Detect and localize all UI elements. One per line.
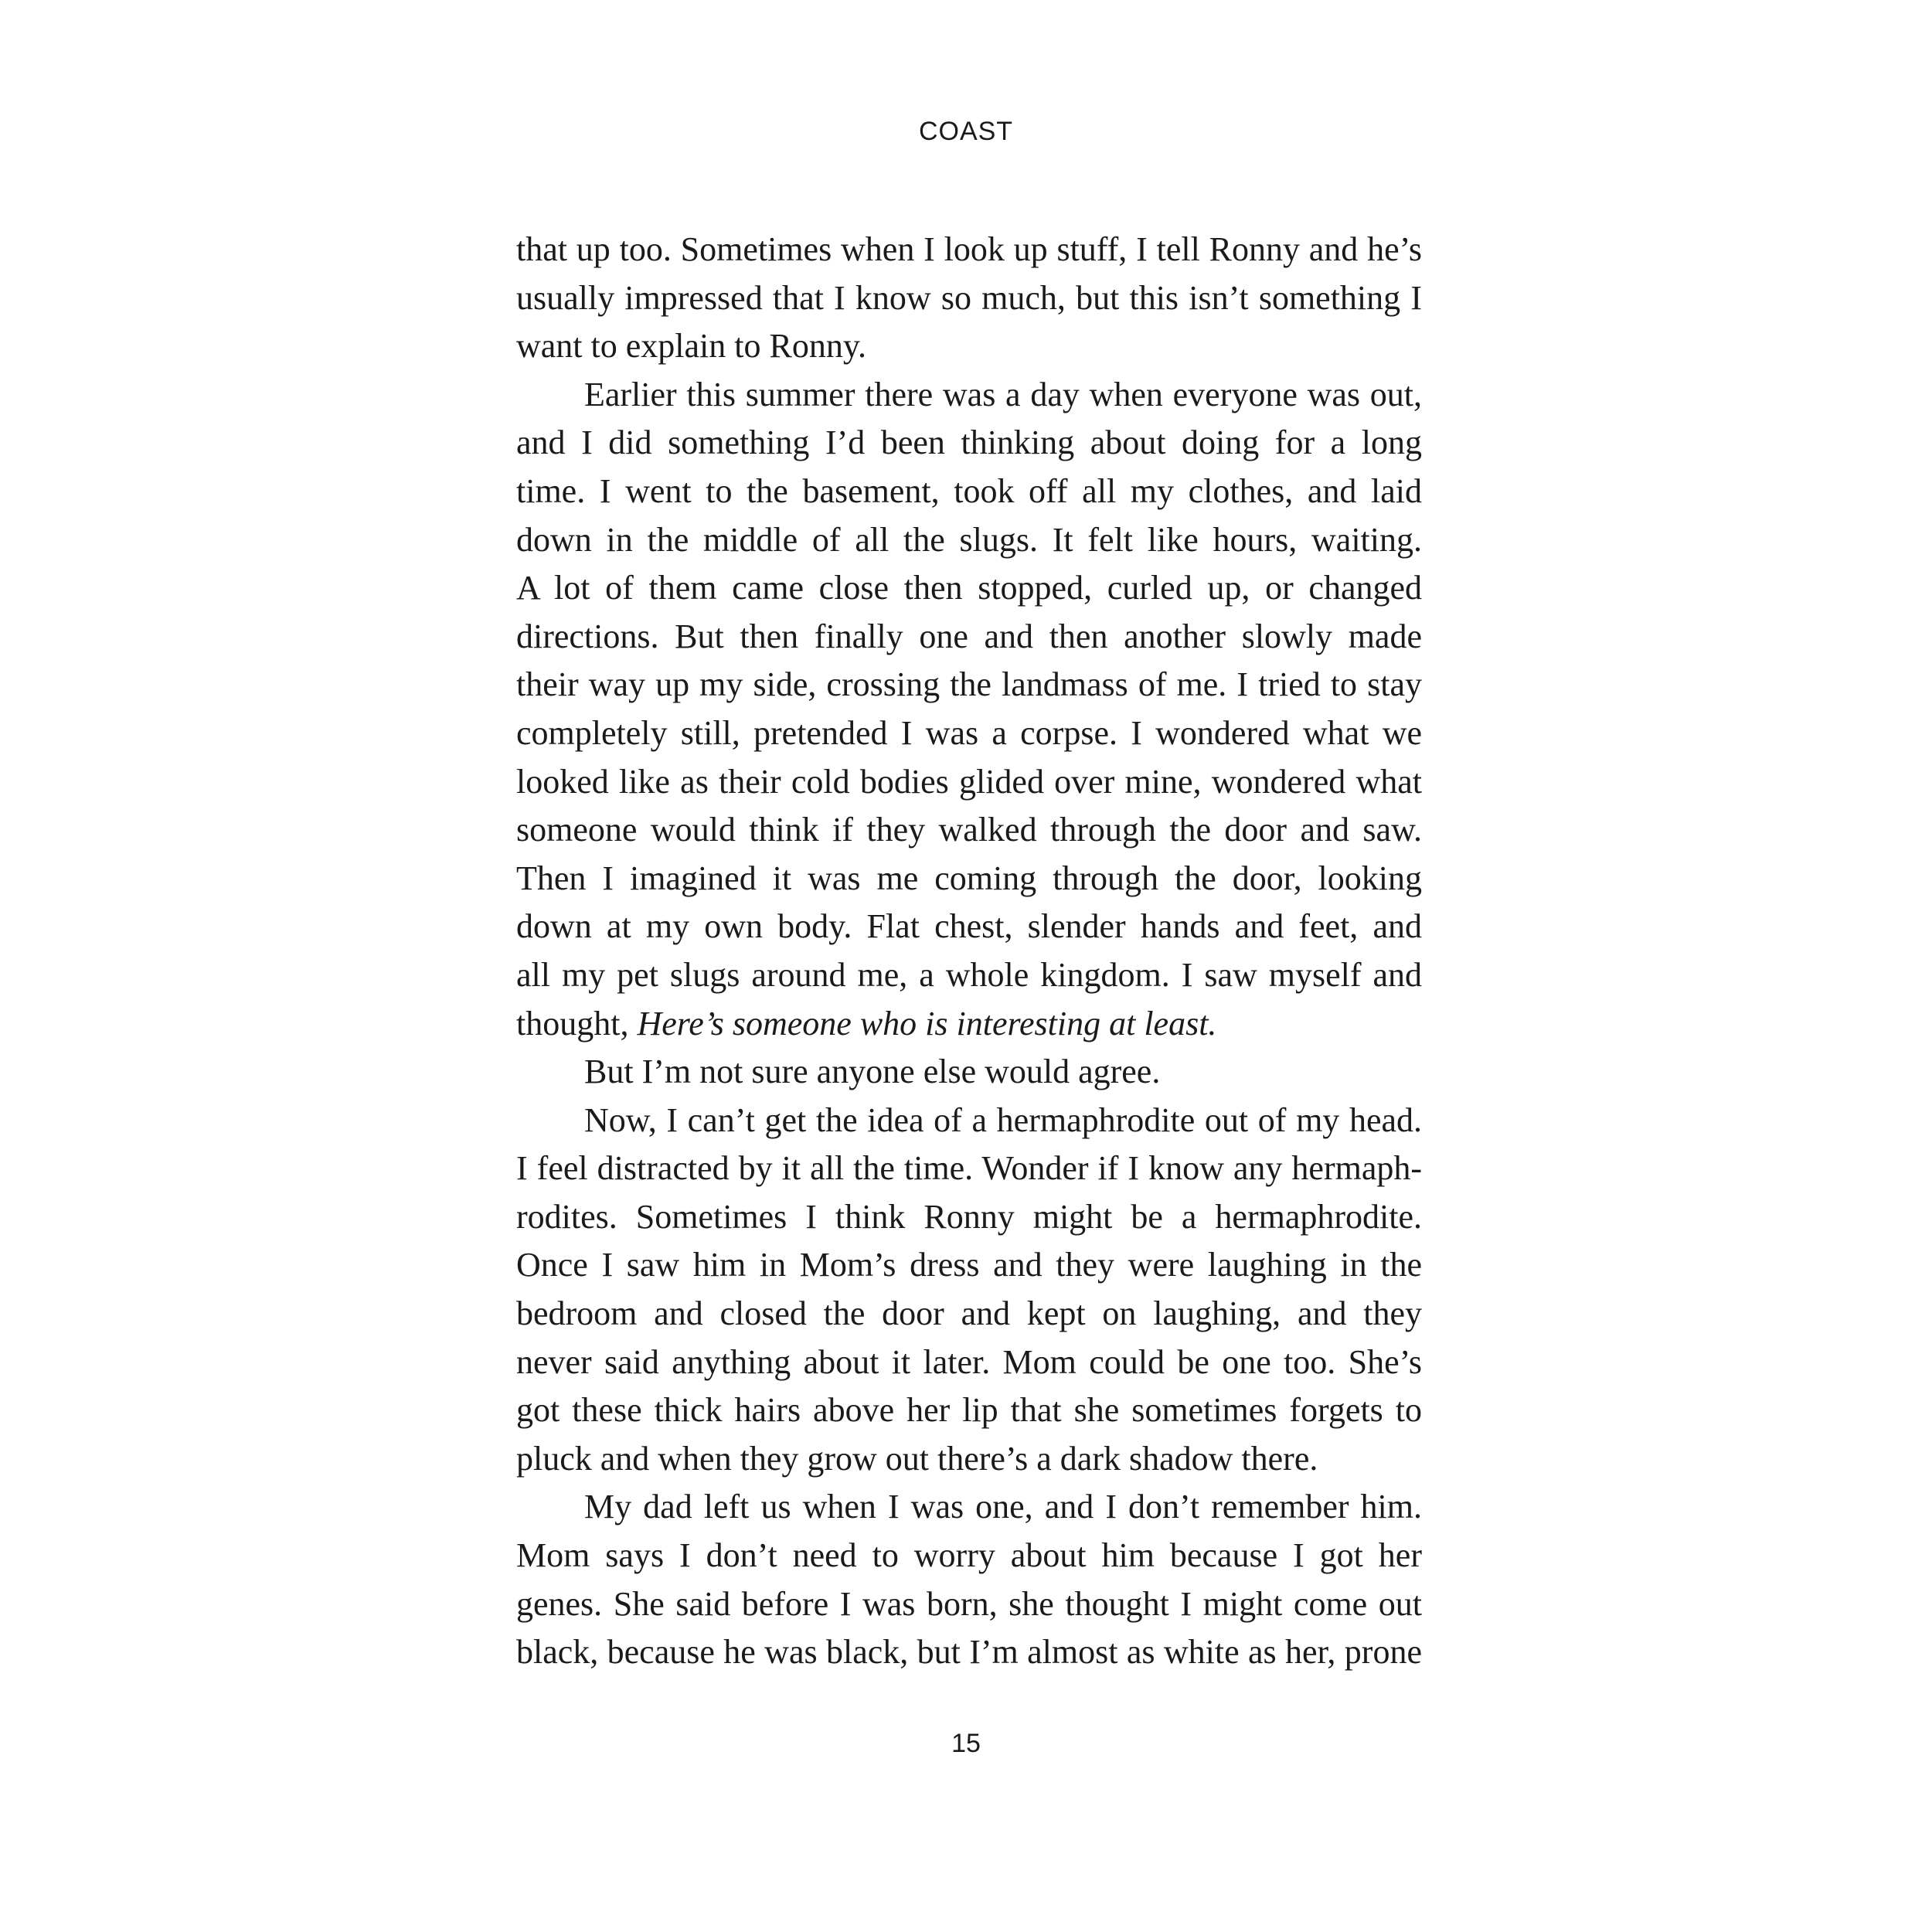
text-line: Then I imagined it was me coming through the door, looking bbox=[516, 859, 1422, 897]
text-line-roman: thought, bbox=[516, 1004, 638, 1043]
text-line: never said anything about it later. Mom could be one too. She’s bbox=[516, 1342, 1422, 1381]
text-line: and I did something I’d been thinking about doing for a long bbox=[516, 423, 1422, 462]
page-number: 15 bbox=[951, 1729, 981, 1758]
text-line: down in the middle of all the slugs. It felt like hours, waiting. bbox=[516, 520, 1422, 559]
text-line: Earlier this summer there was a day when everyone was out, bbox=[584, 375, 1422, 413]
text-line: black, because he was black, but I’m almost as white as her, prone bbox=[516, 1633, 1422, 1672]
text-line: someone would think if they walked through the door and saw. bbox=[516, 811, 1422, 849]
text-line: looked like as their cold bodies glided over mine, wondered what bbox=[516, 762, 1422, 801]
text-line: Now, I can’t get the idea of a hermaphrodite out of my head. bbox=[584, 1100, 1422, 1139]
text-line: Once I saw him in Mom’s dress and they were laughing in the bbox=[516, 1246, 1422, 1284]
text-line: But I’m not sure anyone else would agree. bbox=[584, 1053, 1161, 1091]
text-line: bedroom and closed the door and kept on laughing, and they bbox=[516, 1294, 1422, 1333]
text-line: A lot of them came close then stopped, curled up, or changed bbox=[516, 569, 1422, 607]
text-line: genes. She said before I was born, she thought I might come out bbox=[516, 1584, 1422, 1623]
text-line: I feel distracted by it all the time. Wonder if I know any hermaph- bbox=[516, 1149, 1422, 1188]
text-line bbox=[516, 1000, 1422, 1049]
text-line: completely still, pretended I was a corpse. I wondered what we bbox=[516, 713, 1422, 752]
text-line: their way up my side, crossing the landmass of me. I tried to stay bbox=[516, 665, 1422, 704]
text-line: that up too. Sometimes when I look up stuff, I tell Ronny and he’s bbox=[516, 230, 1422, 268]
running-head: COAST bbox=[918, 117, 1014, 146]
text-line: want to explain to Ronny. bbox=[516, 327, 866, 366]
text-line: time. I went to the basement, took off all my clothes, and laid bbox=[516, 471, 1422, 510]
text-line: pluck and when they grow out there’s a dark shadow there. bbox=[516, 1439, 1318, 1478]
body-text bbox=[516, 226, 1422, 1677]
text-line: directions. But then finally one and then another slowly made bbox=[516, 617, 1422, 655]
text-line: My dad left us when I was one, and I don’t remember him. bbox=[584, 1488, 1422, 1526]
text-line: usually impressed that I know so much, but this isn’t something I bbox=[516, 278, 1422, 317]
text-line: Mom says I don’t need to worry about him because I got her bbox=[516, 1536, 1422, 1575]
italic-thought: Here’s someone who is interesting at least. bbox=[637, 1004, 1217, 1043]
text-line: down at my own body. Flat chest, slender hands and feet, and bbox=[516, 907, 1422, 946]
text-line: rodites. Sometimes I think Ronny might be a hermaphrodite. bbox=[516, 1197, 1422, 1236]
text-line: got these thick hairs above her lip that she sometimes forgets to bbox=[516, 1391, 1422, 1430]
text-line: all my pet slugs around me, a whole kingdom. I saw myself and bbox=[516, 955, 1422, 994]
